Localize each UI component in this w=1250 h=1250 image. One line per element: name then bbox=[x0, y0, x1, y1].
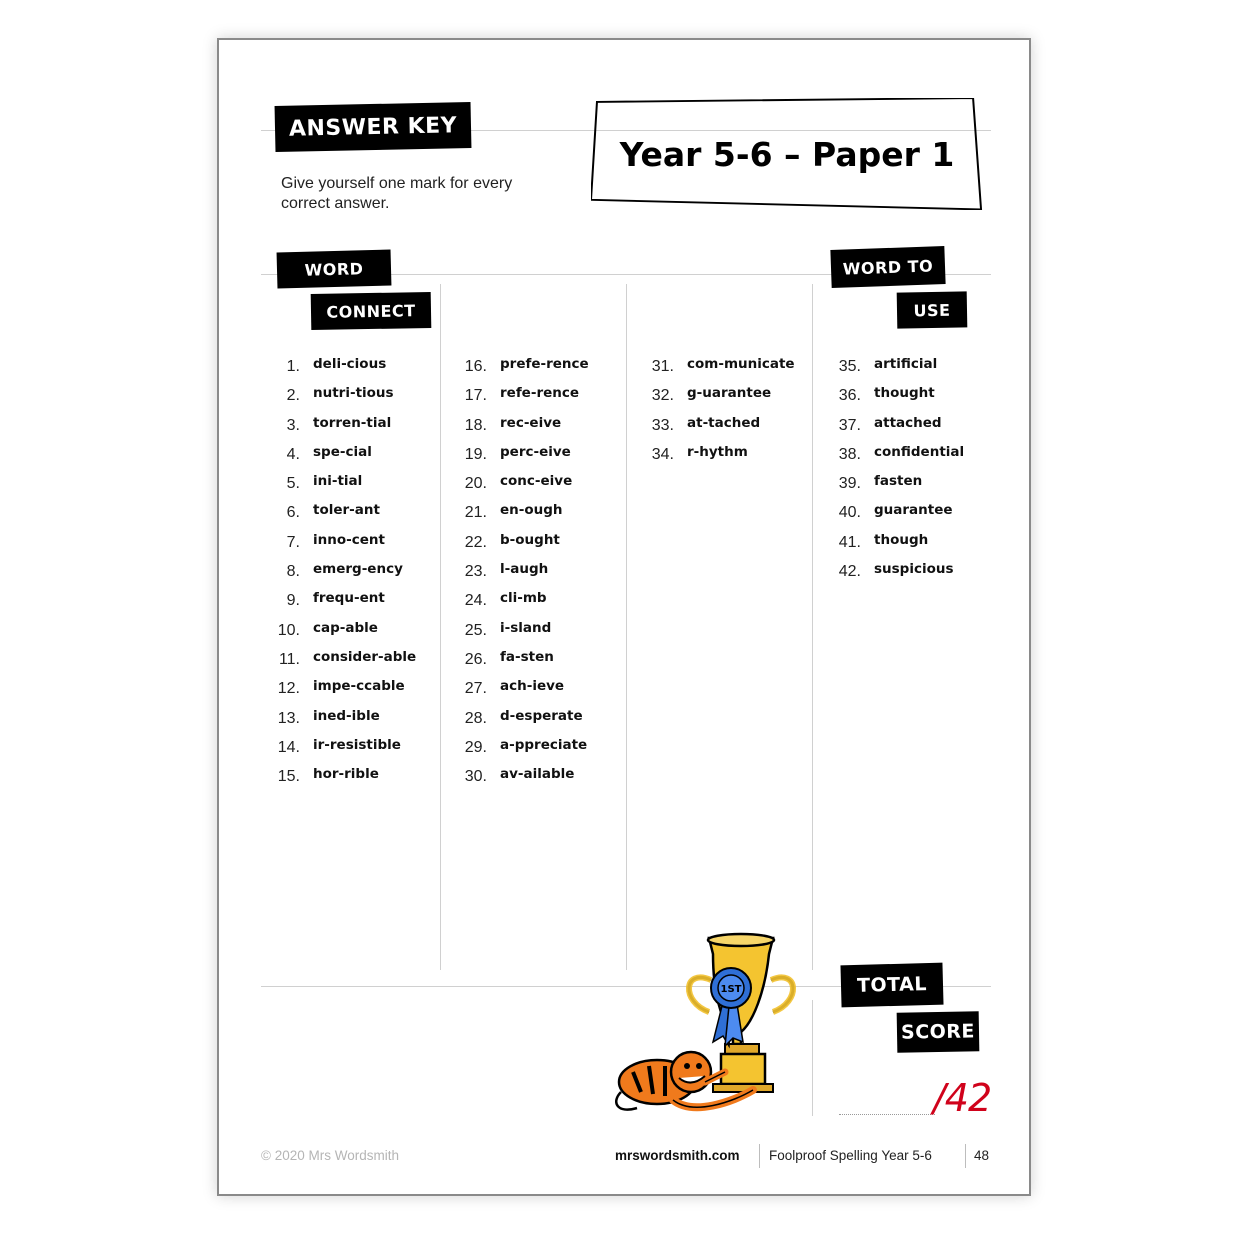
answer-number: 16. bbox=[464, 358, 487, 375]
answer-number: 32. bbox=[651, 387, 674, 405]
answer-number: 38. bbox=[838, 445, 861, 463]
word-connect-label-2: CONNECT bbox=[326, 300, 416, 322]
answer-column-2 bbox=[450, 354, 620, 793]
word-connect-tag-1 bbox=[277, 250, 392, 289]
answer-number: 23. bbox=[464, 563, 487, 581]
answer-number: 2. bbox=[286, 387, 300, 405]
answer-row bbox=[450, 706, 620, 735]
copyright: © 2020 Mrs Wordsmith bbox=[261, 1148, 399, 1163]
answer-word: cli-mb bbox=[500, 590, 547, 607]
worksheet-page bbox=[217, 38, 1031, 1196]
answer-number: 30. bbox=[464, 768, 487, 786]
answer-row bbox=[263, 706, 433, 735]
answer-row bbox=[263, 500, 433, 529]
answer-row bbox=[450, 442, 620, 471]
answer-row bbox=[263, 764, 433, 793]
answer-word: g-uarantee bbox=[687, 385, 772, 402]
book-title: Foolproof Spelling Year 5-6 bbox=[769, 1148, 932, 1163]
trophy-tiger-illustration bbox=[613, 932, 803, 1117]
answer-number: 3. bbox=[286, 416, 300, 434]
answer-number: 6. bbox=[286, 504, 300, 522]
answer-word: though bbox=[874, 531, 929, 548]
answer-number: 18. bbox=[464, 416, 487, 434]
answer-word: ach-ieve bbox=[500, 678, 565, 695]
answer-row bbox=[450, 500, 620, 529]
answer-word: impe-ccable bbox=[313, 678, 405, 695]
word-to-use-tag-1 bbox=[830, 246, 945, 288]
answer-number: 24. bbox=[464, 592, 487, 610]
answer-row bbox=[450, 764, 620, 793]
answer-word: emerg-ency bbox=[313, 561, 403, 578]
answer-number: 14. bbox=[277, 738, 300, 756]
answer-word: rec-eive bbox=[500, 414, 562, 431]
answer-row bbox=[450, 530, 620, 559]
answer-number: 11. bbox=[278, 650, 300, 668]
answer-word: spe-cial bbox=[313, 443, 372, 460]
answer-word: perc-eive bbox=[500, 443, 571, 460]
answer-row bbox=[263, 413, 433, 442]
answer-row bbox=[824, 442, 994, 471]
answer-number: 19. bbox=[464, 445, 487, 463]
answer-row bbox=[263, 618, 433, 647]
answer-number: 37. bbox=[838, 416, 861, 434]
answer-word: com-municate bbox=[687, 356, 795, 372]
answer-number: 20. bbox=[464, 475, 487, 493]
answer-word: l-augh bbox=[500, 561, 549, 578]
answer-word: deli-cious bbox=[313, 356, 387, 372]
answer-row bbox=[450, 471, 620, 500]
answer-word: r-hythm bbox=[687, 443, 748, 460]
footer-separator bbox=[759, 1144, 760, 1168]
answer-word: attached bbox=[874, 414, 942, 431]
answer-row bbox=[824, 559, 994, 588]
title-box bbox=[591, 98, 983, 210]
answer-row bbox=[263, 383, 433, 412]
answer-number: 15. bbox=[277, 768, 300, 786]
answer-word: ined-ible bbox=[313, 707, 380, 724]
answer-number: 10. bbox=[277, 621, 300, 639]
answer-row bbox=[637, 383, 807, 412]
answer-row bbox=[450, 383, 620, 412]
answer-word: inno-cent bbox=[313, 531, 385, 548]
answer-column-3 bbox=[637, 354, 807, 471]
total-score-label-1: TOTAL bbox=[856, 973, 928, 997]
score-divider bbox=[812, 1000, 813, 1116]
answer-number: 7. bbox=[286, 533, 300, 551]
total-score-label-2: SCORE bbox=[900, 1020, 976, 1044]
answer-word: consider-able bbox=[313, 648, 417, 665]
answer-number: 41. bbox=[838, 533, 861, 551]
answer-number: 34. bbox=[651, 445, 674, 463]
answer-number: 8. bbox=[286, 563, 300, 581]
instructions: Give yourself one mark for every correct answer. bbox=[281, 175, 513, 212]
answer-number: 12. bbox=[277, 680, 300, 698]
answer-word: d-esperate bbox=[500, 707, 583, 724]
answer-key-tag bbox=[275, 102, 472, 152]
answer-number: 36. bbox=[838, 387, 861, 405]
answer-row bbox=[263, 471, 433, 500]
answer-row bbox=[824, 383, 994, 412]
answer-number: 40. bbox=[838, 504, 861, 522]
answer-row bbox=[263, 647, 433, 676]
answer-row bbox=[824, 354, 994, 383]
answer-row bbox=[450, 647, 620, 676]
page-number: 48 bbox=[974, 1148, 990, 1163]
total-score-tag-2 bbox=[897, 1011, 980, 1052]
answer-number: 28. bbox=[464, 709, 487, 727]
answer-word: i-sland bbox=[500, 619, 552, 636]
answer-word: en-ough bbox=[500, 502, 563, 519]
word-to-use-label-2: USE bbox=[913, 300, 951, 320]
column-divider bbox=[440, 284, 441, 970]
word-to-use-label-1: WORD TO bbox=[842, 255, 934, 279]
answer-number: 21. bbox=[464, 504, 487, 522]
answer-number: 26. bbox=[464, 650, 487, 668]
answer-row bbox=[450, 354, 620, 383]
answer-word: toler-ant bbox=[313, 502, 380, 519]
answer-row bbox=[450, 735, 620, 764]
answer-word: frequ-ent bbox=[313, 590, 385, 607]
answer-word: nutri-tious bbox=[313, 385, 394, 402]
answer-word: hor-rible bbox=[313, 766, 379, 783]
answer-word: ini-tial bbox=[313, 473, 363, 490]
answer-number: 22. bbox=[464, 533, 487, 551]
answer-row bbox=[263, 735, 433, 764]
answer-number: 5. bbox=[286, 475, 300, 493]
score-value: /42 bbox=[933, 1076, 992, 1120]
site-link[interactable]: mrswordsmith.com bbox=[615, 1148, 740, 1163]
ribbon-text: 1ST bbox=[720, 984, 742, 995]
answer-row bbox=[263, 530, 433, 559]
answer-row bbox=[824, 500, 994, 529]
word-connect-tag-2 bbox=[311, 292, 432, 330]
answer-word: ir-resistible bbox=[313, 736, 401, 753]
answer-word: fasten bbox=[874, 473, 923, 490]
answer-word: refe-rence bbox=[500, 385, 580, 402]
answer-row bbox=[824, 530, 994, 559]
answer-number: 25. bbox=[464, 621, 487, 639]
answer-word: fa-sten bbox=[500, 648, 554, 665]
answer-number: 1. bbox=[286, 358, 300, 375]
answer-word: suspicious bbox=[874, 561, 954, 578]
answer-word: b-ought bbox=[500, 531, 560, 548]
answer-row bbox=[450, 588, 620, 617]
word-connect-label-1: WORD bbox=[304, 258, 364, 280]
answer-row bbox=[263, 588, 433, 617]
answer-number: 33. bbox=[651, 416, 674, 434]
answer-word: torren-tial bbox=[313, 414, 392, 431]
page-title: Year 5-6 – Paper 1 bbox=[619, 134, 955, 174]
answer-row bbox=[637, 413, 807, 442]
answer-word: at-tached bbox=[687, 414, 761, 431]
answer-word: av-ailable bbox=[500, 766, 575, 783]
score-entry-line[interactable] bbox=[839, 1114, 935, 1115]
answer-number: 9. bbox=[286, 592, 300, 610]
answer-word: guarantee bbox=[874, 502, 953, 519]
answer-column-4 bbox=[824, 354, 994, 588]
answer-key-label: ANSWER KEY bbox=[288, 112, 458, 142]
answer-word: thought bbox=[874, 385, 935, 402]
answer-row bbox=[824, 413, 994, 442]
answer-number: 35. bbox=[838, 358, 861, 375]
answer-number: 42. bbox=[838, 563, 861, 581]
answer-row bbox=[450, 413, 620, 442]
answer-row bbox=[450, 618, 620, 647]
column-divider bbox=[812, 284, 813, 970]
answer-row bbox=[450, 559, 620, 588]
column-divider bbox=[626, 284, 627, 970]
answer-row bbox=[637, 442, 807, 471]
answer-column-1 bbox=[263, 354, 433, 793]
total-score-tag-1 bbox=[840, 963, 943, 1008]
answer-word: prefe-rence bbox=[500, 356, 589, 372]
answer-word: confidential bbox=[874, 443, 965, 460]
answer-word: cap-able bbox=[313, 619, 378, 636]
answer-word: a-ppreciate bbox=[500, 736, 588, 753]
answer-word: conc-eive bbox=[500, 473, 573, 490]
answer-row bbox=[263, 442, 433, 471]
answer-number: 31. bbox=[651, 358, 674, 375]
word-to-use-tag-2 bbox=[897, 291, 968, 328]
answer-number: 39. bbox=[838, 475, 861, 493]
answer-number: 13. bbox=[277, 709, 300, 727]
answer-row bbox=[263, 559, 433, 588]
answer-row bbox=[263, 354, 433, 383]
answer-row bbox=[450, 676, 620, 705]
answer-number: 29. bbox=[464, 738, 487, 756]
answer-row bbox=[637, 354, 807, 383]
answer-number: 17. bbox=[464, 387, 487, 405]
answer-row bbox=[824, 471, 994, 500]
answer-word: artificial bbox=[874, 356, 938, 372]
answer-row bbox=[263, 676, 433, 705]
footer-separator bbox=[965, 1144, 966, 1168]
answer-number: 4. bbox=[286, 445, 300, 463]
answer-number: 27. bbox=[464, 680, 487, 698]
